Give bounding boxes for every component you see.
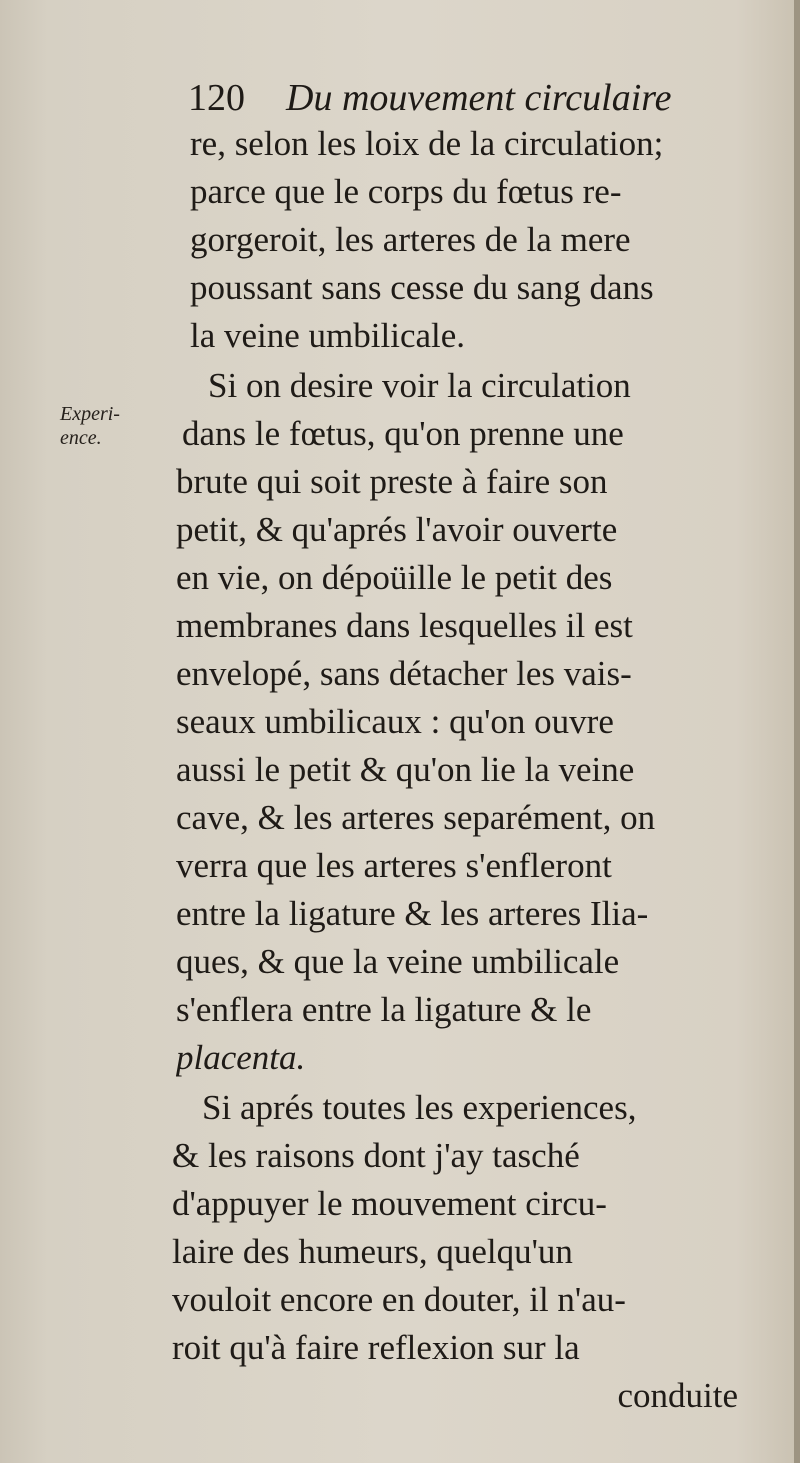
running-head: Du mouvement circulaire [286, 77, 672, 119]
page-header [188, 74, 748, 122]
text-line: gorgeroit, les arteres de la mere [190, 220, 631, 259]
text-line: & les raisons dont j'ay tasché [172, 1136, 580, 1175]
text-line: entre la ligature & les arteres Ilia- [176, 894, 649, 933]
text-line: petit, & qu'aprés l'avoir ouverte [176, 510, 618, 549]
text-line: dans le fœtus, qu'on prenne une [182, 414, 624, 453]
catchword: conduite [617, 1376, 738, 1415]
page-number: 120 [188, 77, 245, 119]
text-line: en vie, on dépoüille le petit des [176, 558, 613, 597]
text-line: roit qu'à faire reflexion sur la [172, 1328, 580, 1367]
text-line: vouloit encore en douter, il n'au- [172, 1280, 626, 1319]
text-line: poussant sans cesse du sang dans [190, 268, 654, 307]
text-line: Si aprés toutes les experiences, [202, 1088, 637, 1127]
text-line: la veine umbilicale. [190, 316, 466, 355]
margin-note-line: Experi- [60, 403, 120, 425]
text-line: verra que les arteres s'enfleront [176, 846, 612, 885]
text-line: s'enflera entre la ligature & le [176, 990, 592, 1029]
text-line: aussi le petit & qu'on lie la veine [176, 750, 635, 789]
text-line: ques, & que la veine umbilicale [176, 942, 620, 981]
text-line: Si on desire voir la circulation [208, 366, 631, 405]
text-line: placenta. [176, 1038, 306, 1077]
text-line: laire des humeurs, quelqu'un [172, 1232, 573, 1271]
margin-note [60, 402, 160, 450]
text-line: d'appuyer le mouvement circu- [172, 1184, 607, 1223]
text-line: membranes dans lesquelles il est [176, 606, 633, 645]
text-line: envelopé, sans détacher les vais- [176, 654, 632, 693]
text-line: seaux umbilicaux : qu'on ouvre [176, 702, 614, 741]
text-line: brute qui soit preste à faire son [176, 462, 608, 501]
text-line: cave, & les arteres separément, on [176, 798, 656, 837]
text-line: re, selon les loix de la circulation; [190, 124, 664, 163]
margin-note-line: ence. [60, 427, 102, 449]
page-edge [794, 0, 800, 1463]
text-line: parce que le corps du fœtus re- [190, 172, 622, 211]
